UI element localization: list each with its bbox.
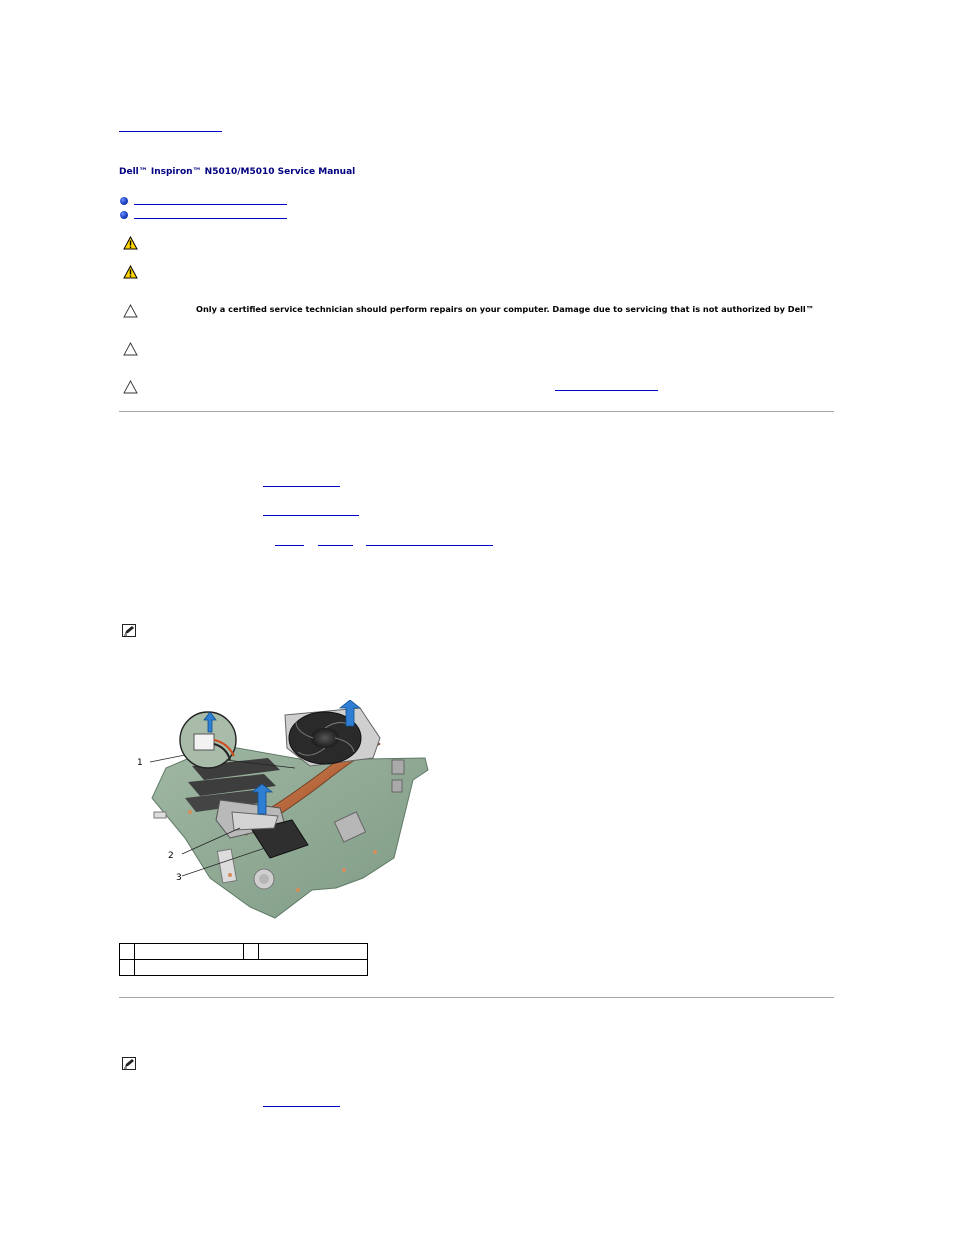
procedure-link-2[interactable]	[263, 515, 359, 516]
figure-callout-1: 1	[137, 758, 143, 768]
blue-bullet-icon	[120, 211, 128, 219]
procedure-link-3a[interactable]	[275, 545, 304, 546]
section-divider	[119, 411, 834, 412]
fan-icon	[285, 708, 380, 766]
back-to-contents-link[interactable]	[119, 131, 222, 132]
manual-title: Dell™ Inspiron™ N5010/M5010 Service Manual	[119, 167, 356, 177]
thermal-assembly-figure	[130, 700, 435, 922]
table-row	[120, 944, 368, 960]
section-divider	[119, 997, 834, 998]
procedure-link-3b[interactable]	[318, 545, 353, 546]
warning-triangle-icon	[123, 236, 138, 250]
section-link-removing[interactable]	[134, 204, 287, 205]
blue-bullet-icon	[120, 197, 128, 205]
caution-triangle-icon	[123, 342, 138, 356]
figure-callout-2: 2	[168, 851, 174, 861]
table-cell	[135, 960, 368, 976]
section-link-replacing[interactable]	[134, 218, 287, 219]
table-cell	[135, 944, 244, 960]
note-pencil-icon	[122, 624, 136, 637]
table-cell	[120, 960, 135, 976]
table-cell	[259, 944, 368, 960]
table-cell	[120, 944, 135, 960]
caution-link[interactable]	[555, 390, 658, 391]
caution-triangle-icon	[123, 380, 138, 394]
warning-triangle-icon	[123, 265, 138, 279]
procedure-link-replace-1[interactable]	[263, 1106, 340, 1107]
caution-triangle-icon	[123, 304, 138, 318]
figure-callout-3: 3	[176, 873, 182, 883]
procedure-link-3c[interactable]	[366, 545, 493, 546]
table-row	[120, 960, 368, 976]
caution-text: Only a certified service technician should perform repairs on your computer. Damage due to servicing that is not authorized by Dell™	[196, 304, 814, 314]
table-cell	[244, 944, 259, 960]
procedure-link-1[interactable]	[263, 486, 340, 487]
note-pencil-icon	[122, 1057, 136, 1070]
figure-legend-table	[119, 943, 368, 976]
